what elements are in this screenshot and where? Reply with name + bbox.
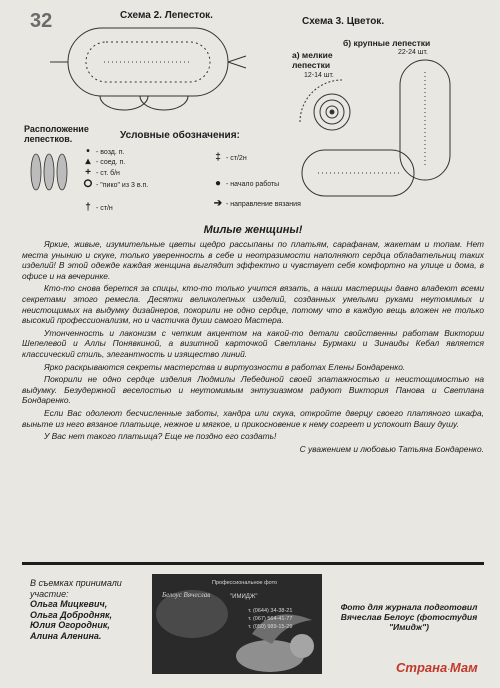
- legend-label: - ст. б/н: [96, 170, 120, 177]
- credits-name: Ольга Добродняк,: [30, 609, 113, 620]
- petal-tip-lines: [228, 56, 246, 68]
- photo-studio-ad: [152, 574, 322, 674]
- credits-name: Алина Аленина.: [30, 630, 102, 641]
- credits-name: Юлия Огородник,: [30, 620, 110, 630]
- double-crochet-2-icon: ‡: [215, 152, 221, 163]
- legend-label: - "пико" из 3 в.п.: [96, 182, 149, 189]
- legend-item-start: [210, 178, 279, 189]
- article-paragraph: Если Вас одолеют бесчисленные заботы, хандра или скука, откройте дверцу своего платяного шкафа, выньте из него вязаное платьице, нежное и мягкое, и прикосновение к нему согреет и успокоит Вашу душу.: [22, 407, 484, 429]
- watermark-left: Страна: [396, 660, 448, 675]
- article-paragraph: У Вас нет такого платьица? Еще не поздно его создать!: [44, 431, 277, 442]
- petal-diagram: [50, 28, 246, 110]
- legend-title: Условные обозначения:: [120, 130, 240, 141]
- article-paragraph: Яркие, живые, изумительные цветы щедро рассыпаны по платьям, сарафанам, жакетам и топам. Нет места унынию и скуке, только уверенность в себе и неотразимости наполняют сердца обладательниц таких изделий! В этой одежде каждая женщина выглядит эффектно и чувствует себя комфортно на улице и дома, в офисе и на вечеринке.: [22, 239, 484, 281]
- ad-brand: Белоус Вячеслав: [162, 591, 211, 599]
- photo-caption: Фото для журнала подготовил Вячеслав Белоус (фотостудия "Имидж"): [340, 602, 478, 632]
- credits-name: Ольга Мицкевич,: [30, 599, 108, 609]
- legend-item-direction: [210, 198, 301, 209]
- slip-stitch-icon: ▴: [85, 156, 91, 167]
- half-double-crochet-icon: †: [85, 202, 91, 213]
- article-paragraph: Кто-то снова берется за спицы, кто-то только учится вязать, а наши мастерицы давно владеют всеми секретами этого ремесла. Десятки великолепных изделий, созданных умелыми руками неутомимых и неистощимых на выдумку дизайнеров, покорили не одно сердце, потому что в каждую вещь вложен не только высокий профессионализм, но и частичка души самого Мастера.: [22, 283, 484, 326]
- legend-label: - начало работы: [226, 181, 280, 188]
- work-start-icon: ●: [214, 178, 222, 189]
- legend-label: - направление вязания: [226, 201, 301, 208]
- ad-phone: т. (067) 564-41-77: [248, 616, 293, 622]
- legend-label: - ст/н: [96, 205, 113, 212]
- large-petals-count: 22-24 шт.: [398, 49, 428, 56]
- site-watermark: Страна·Мам: [396, 660, 478, 675]
- picot-icon: ⵔ: [83, 179, 93, 190]
- legend-item-slip: [80, 156, 125, 167]
- large-petals-label: б) крупные лепестки: [343, 38, 431, 48]
- petal-arrangement-label: Расположение лепестков.: [24, 124, 89, 144]
- ad-phone: т. (050) 989-15-29: [248, 624, 293, 630]
- article-title: Милые женщины!: [203, 224, 303, 236]
- ad-studio: "ИМИДЖ": [230, 594, 258, 600]
- chain-stitch-icon: •: [86, 146, 90, 157]
- ad-phone: т. (0644) 34-38-21: [248, 608, 293, 614]
- legend-item-picot: [80, 179, 148, 190]
- ad-pro-text: Профессиональное фото: [212, 580, 278, 586]
- legend-label: - возд. п.: [96, 149, 125, 156]
- small-petals-label: а) мелкие лепестки: [292, 50, 333, 70]
- small-petals-count: 12-14 шт.: [304, 72, 334, 79]
- watermark-right: Мам: [449, 660, 478, 675]
- legend-label: - соед. п.: [96, 159, 126, 166]
- legend-item-single: [80, 167, 120, 178]
- footer-divider: [22, 562, 484, 565]
- page-number: 32: [30, 10, 53, 32]
- flower-small-petals: [300, 80, 350, 130]
- legend-item-hdc: [80, 202, 113, 213]
- single-crochet-icon: +: [85, 167, 91, 178]
- article-paragraph: Ярко раскрываются секреты мастерства и виртуозности в работах Елены Бондаренко.: [44, 361, 406, 372]
- article: [22, 224, 484, 456]
- work-direction-icon: ➔: [213, 198, 223, 209]
- article-signature: С уважением и любовью Татьяна Бондаренко.: [299, 443, 484, 454]
- angel-photo: [152, 574, 322, 674]
- photo-shoot-credits: [30, 578, 150, 641]
- petal-picots: [100, 96, 188, 110]
- petal-scheme-title: Схема 2. Лепесток.: [120, 10, 213, 21]
- article-paragraph: Утонченность и лаконизм с четким акцентом на какой-то детали свойственны работам Виктории Шепелевой и Аллы Понявкиной, а визитной карточкой Светланы Бурмаки и Зинаиды Кебал является классический стиль, элегантность и изящество линий.: [22, 327, 484, 359]
- legend-label: - ст/2н: [226, 155, 247, 162]
- article-paragraph: Покорили не одно сердце изделия Людмилы Лебединой своей эпатажностью и неистощимостью на выдумку. Безудержной веселостью и неутомимым энтузиазмом радуют Виктория Панова и Светлана Бондаренко.: [22, 374, 484, 406]
- flower-center-dot: [330, 110, 334, 114]
- flower-scheme-title: Схема 3. Цветок.: [302, 16, 385, 27]
- legend-item-dc2: [210, 152, 247, 163]
- credits-intro: В съемках принимали участие:: [30, 578, 122, 599]
